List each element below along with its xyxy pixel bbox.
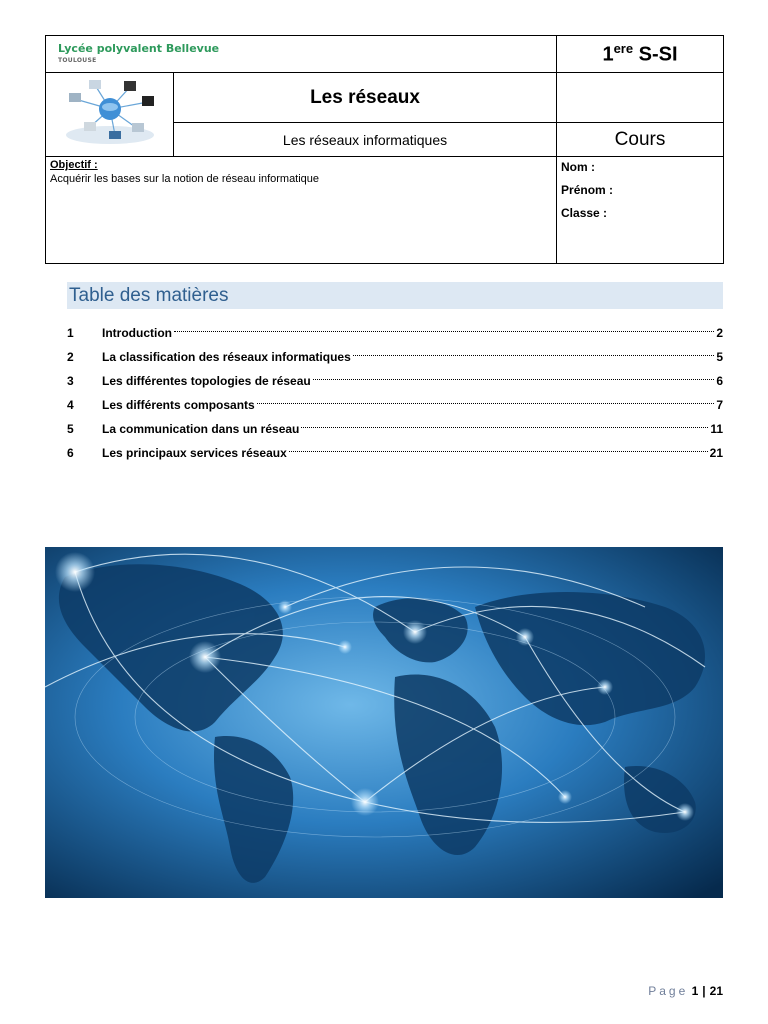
firstname-label: Prénom : bbox=[561, 183, 614, 197]
page-footer bbox=[648, 984, 723, 998]
toc-entry-title: Introduction bbox=[102, 326, 172, 340]
level-main: 1 bbox=[602, 43, 614, 66]
page-separator: | bbox=[702, 984, 706, 998]
toc-leader-dots bbox=[301, 427, 708, 428]
objective-text: Acquérir les bases sur la notion de réseau informatique bbox=[50, 173, 320, 185]
toc-leader-dots bbox=[353, 355, 715, 356]
header-table bbox=[45, 35, 724, 264]
toc-leader-dots bbox=[289, 451, 708, 452]
student-identity-cell bbox=[557, 157, 724, 264]
toc-leader-dots bbox=[257, 403, 715, 404]
page-current: 1 bbox=[691, 984, 699, 998]
objective-cell bbox=[46, 157, 557, 264]
school-cell bbox=[46, 36, 557, 73]
document-type: Cours bbox=[557, 123, 724, 157]
level-sup: ere bbox=[613, 41, 634, 57]
toc-entry-page: 2 bbox=[716, 326, 723, 340]
toc-heading: Table des matières bbox=[67, 282, 723, 309]
toc-entry-number: 3 bbox=[67, 374, 74, 388]
toc-entry[interactable] bbox=[67, 321, 723, 345]
toc-entry-number: 6 bbox=[67, 446, 74, 460]
page-word: Page bbox=[648, 984, 689, 998]
toc-entry-title: Les principaux services réseaux bbox=[102, 446, 287, 460]
objective-label: Objectif : bbox=[50, 159, 98, 171]
school-name: Lycée polyvalent Bellevue bbox=[58, 41, 220, 55]
world-network-image bbox=[45, 547, 723, 898]
toc-entry[interactable] bbox=[67, 369, 723, 393]
toc-entry[interactable] bbox=[67, 417, 723, 441]
network-logo bbox=[46, 73, 174, 157]
toc-entry-page: 7 bbox=[716, 398, 723, 412]
page-total: 21 bbox=[709, 984, 723, 998]
toc-entry-number: 4 bbox=[67, 398, 74, 412]
level-cell bbox=[557, 36, 724, 73]
toc-entry-page: 6 bbox=[716, 374, 723, 388]
toc-entry-number: 2 bbox=[67, 350, 74, 364]
toc-list bbox=[67, 321, 723, 465]
toc-entry-page: 21 bbox=[709, 446, 723, 460]
world-network-illustration bbox=[45, 547, 723, 898]
toc-entry-title: La communication dans un réseau bbox=[102, 422, 300, 436]
toc-entry-number: 5 bbox=[67, 422, 74, 436]
toc-entry-title: La classification des réseaux informatiques bbox=[102, 350, 351, 364]
toc-entry[interactable] bbox=[67, 441, 723, 465]
toc-entry-title: Les différentes topologies de réseau bbox=[102, 374, 311, 388]
school-city: TOULOUSE bbox=[58, 56, 97, 64]
toc-entry-page: 11 bbox=[710, 422, 723, 436]
document-subtitle: Les réseaux informatiques bbox=[174, 123, 557, 157]
level-rest: S-SI bbox=[633, 43, 678, 66]
network-icon bbox=[60, 77, 160, 147]
toc-entry-number: 1 bbox=[67, 326, 74, 340]
class-label: Classe : bbox=[561, 206, 608, 220]
toc-entry[interactable] bbox=[67, 345, 723, 369]
toc-entry-page: 5 bbox=[716, 350, 723, 364]
document-title: Les réseaux bbox=[174, 73, 557, 123]
empty-cell bbox=[557, 73, 724, 123]
toc-entry-title: Les différents composants bbox=[102, 398, 255, 412]
name-label: Nom : bbox=[561, 160, 596, 174]
toc-leader-dots bbox=[313, 379, 715, 380]
toc-entry[interactable] bbox=[67, 393, 723, 417]
toc-leader-dots bbox=[174, 331, 714, 332]
